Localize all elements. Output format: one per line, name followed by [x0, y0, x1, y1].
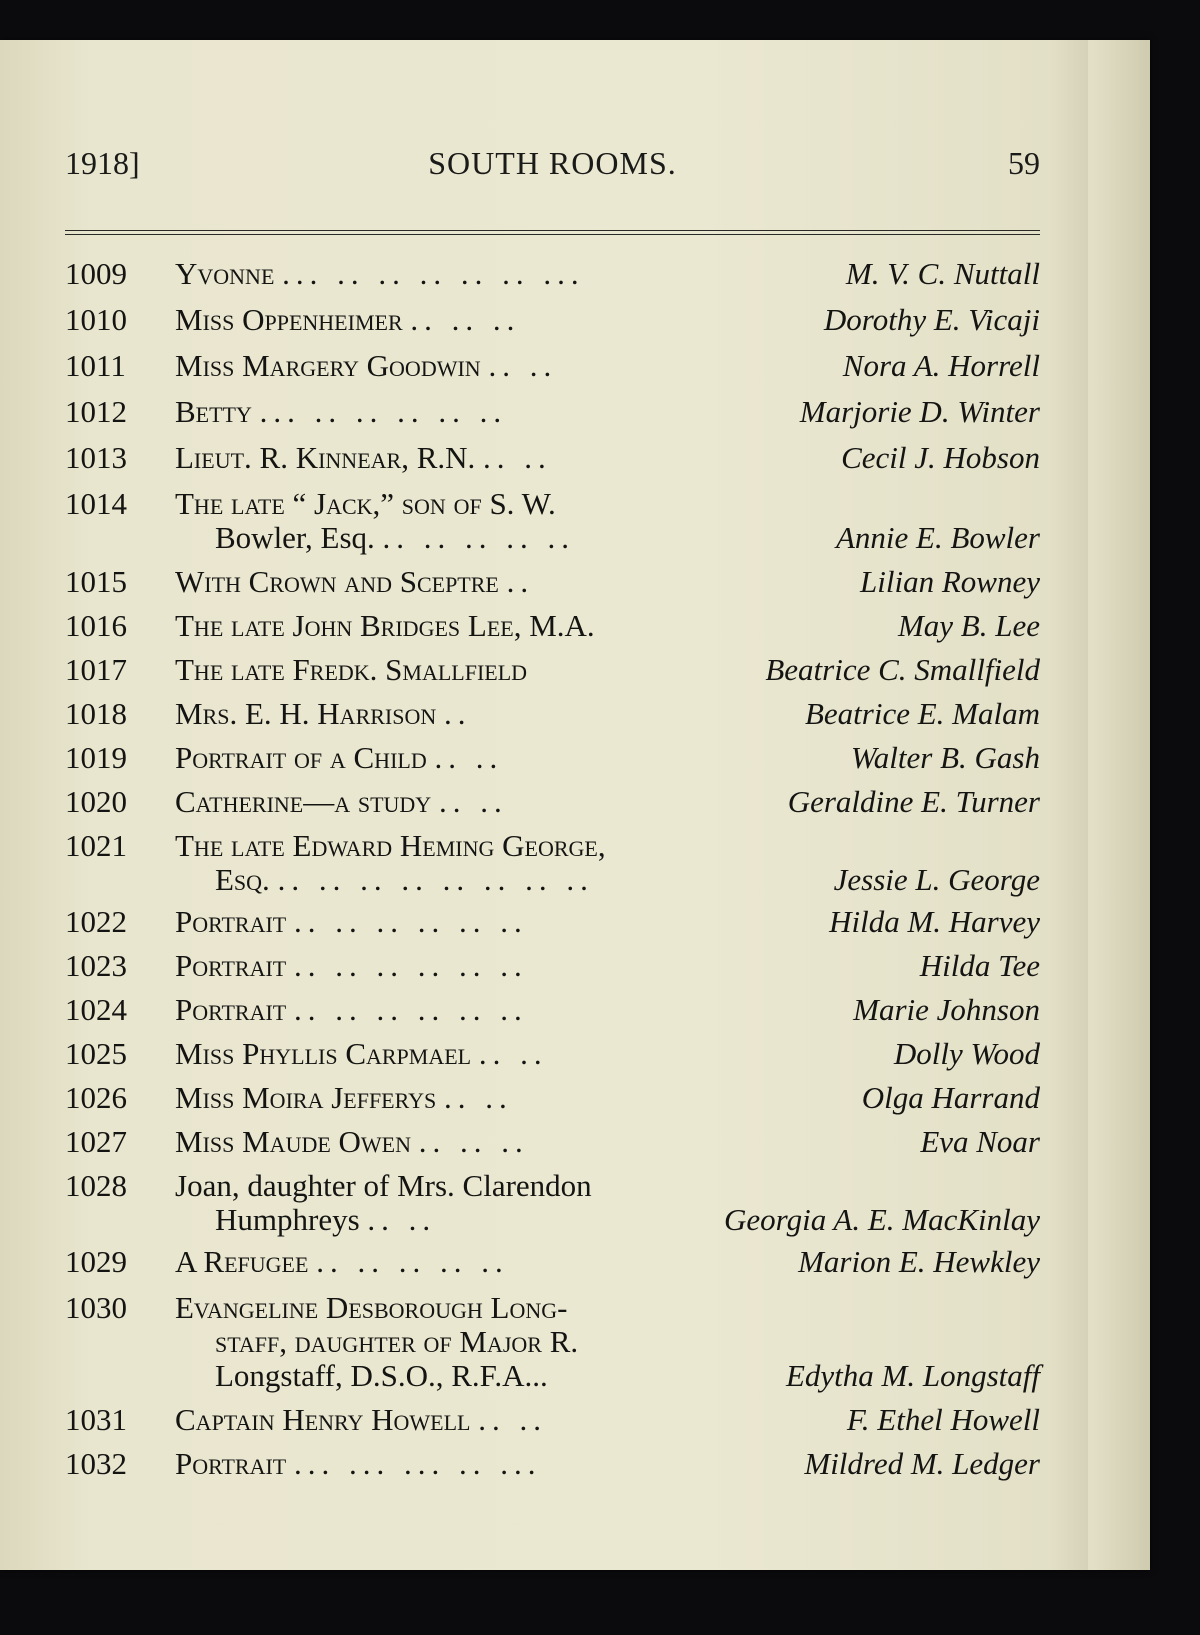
entry-title: Portrait .. .. .. .. .. ..: [175, 992, 528, 1027]
entry-artist: Cecil J. Hobson: [841, 440, 1040, 475]
entry-title: A Refugee .. .. .. .. ..: [175, 1244, 509, 1279]
entry-title-line2: staff, daughter of Major R.: [215, 1324, 579, 1359]
entry-title: The late Edward Heming George,: [175, 828, 606, 863]
entry-artist: Lilian Rowney: [860, 564, 1040, 599]
entry-number: 1009: [65, 256, 127, 291]
entry-title: Miss Moira Jefferys .. ..: [175, 1080, 513, 1115]
entry-title: With Crown and Sceptre ..: [175, 564, 535, 599]
entry-number: 1011: [65, 348, 126, 383]
entry-artist: Dolly Wood: [893, 1036, 1040, 1071]
entry-number: 1025: [65, 1036, 127, 1071]
leader-dots: .. ..: [488, 348, 558, 383]
entry-title: Miss Maude Owen .. .. ..: [175, 1124, 529, 1159]
leader-dots: ..: [444, 696, 472, 731]
entry-title: The late John Bridges Lee, M.A.: [175, 608, 595, 643]
entry-number: 1019: [65, 740, 127, 775]
leader-dots: ... .. .. .. .. ..: [259, 394, 508, 429]
entry-artist: Edytha M. Longstaff: [785, 1358, 1040, 1393]
entry-number: 1032: [65, 1446, 127, 1481]
entry-title: Miss Oppenheimer .. .. ..: [175, 302, 521, 337]
entry-number: 1027: [65, 1124, 127, 1159]
leader-dots: .. ..: [478, 1402, 547, 1437]
entry-number: 1030: [65, 1290, 127, 1325]
leader-dots: .. ..: [483, 440, 552, 475]
entry-title: Portrait .. .. .. .. .. ..: [175, 904, 528, 939]
entry-number: 1031: [65, 1402, 127, 1437]
entry-number: 1012: [65, 394, 127, 429]
entry-artist: Jessie L. George: [833, 862, 1040, 897]
entry-artist: Georgia A. E. MacKinlay: [724, 1202, 1040, 1237]
entry-artist: Marion E. Hewkley: [798, 1244, 1040, 1279]
entry-number: 1023: [65, 948, 127, 983]
page-number: 59: [1008, 145, 1040, 181]
entry-number: 1021: [65, 828, 127, 863]
entry-title: Miss Margery Goodwin .. ..: [175, 348, 558, 383]
leader-dots: .. .. .. .. ..: [382, 520, 576, 555]
leader-dots: .. .. .. .. ..: [316, 1244, 509, 1279]
leader-dots: .. ..: [367, 1202, 437, 1237]
entry-title: Joan, daughter of Mrs. Clarendon: [175, 1168, 592, 1203]
entry-artist: Nora A. Horrell: [842, 348, 1040, 383]
entry-number: 1017: [65, 652, 127, 687]
leader-dots: .. .. ..: [410, 302, 521, 337]
entry-title: Lieut. R. Kinnear, R.N. .. ..: [175, 440, 552, 475]
entry-number: 1028: [65, 1168, 127, 1203]
entry-title: Miss Phyllis Carpmael .. ..: [175, 1036, 548, 1071]
entry-artist: Beatrice E. Malam: [804, 696, 1040, 731]
entry-artist: Eva Noar: [920, 1124, 1040, 1159]
entry-title-line3: Longstaff, D.S.O., R.F.A...: [215, 1358, 548, 1393]
entry-title: Portrait of a Child .. ..: [175, 740, 504, 775]
entry-artist: Geraldine E. Turner: [787, 784, 1040, 819]
entry-artist: Beatrice C. Smallfield: [765, 652, 1040, 687]
entry-number: 1015: [65, 564, 127, 599]
entry-artist: Olga Harrand: [861, 1080, 1040, 1115]
entry-title: Mrs. E. H. Harrison ..: [175, 696, 472, 731]
entry-title: Betty ... .. .. .. .. ..: [175, 394, 508, 429]
leader-dots: .. .. .. .. .. .. .. ..: [277, 862, 594, 897]
entry-number: 1014: [65, 486, 127, 521]
leader-dots: .. .. .. .. .. ..: [294, 904, 528, 939]
entry-title: Captain Henry Howell .. ..: [175, 1402, 547, 1437]
entry-number: 1029: [65, 1244, 127, 1279]
leader-dots: ... ... ... .. ...: [294, 1446, 542, 1481]
leader-dots: .. .. .. .. .. ..: [294, 992, 528, 1027]
page-shading: [1048, 40, 1088, 1570]
entry-artist: Hilda Tee: [919, 948, 1040, 983]
entry-artist: Annie E. Bowler: [835, 520, 1040, 555]
entry-number: 1022: [65, 904, 127, 939]
entry-artist: Dorothy E. Vicaji: [823, 302, 1040, 337]
entry-number: 1010: [65, 302, 127, 337]
entry-title: Portrait ... ... ... .. ...: [175, 1446, 542, 1481]
entry-title: Catherine—a study .. ..: [175, 784, 508, 819]
entry-title: The late “ Jack,” son of S. W.: [175, 486, 556, 521]
entry-title: Portrait .. .. .. .. .. ..: [175, 948, 528, 983]
leader-dots: .. .. ..: [418, 1124, 529, 1159]
entry-artist: May B. Lee: [897, 608, 1040, 643]
entry-title-line2: Humphreys .. ..: [215, 1202, 437, 1237]
entry-title: The late Fredk. Smallfield: [175, 652, 528, 687]
leader-dots: .. ..: [478, 1036, 548, 1071]
year-label: 1918]: [65, 145, 140, 181]
entry-artist: F. Ethel Howell: [846, 1402, 1040, 1437]
entry-number: 1024: [65, 992, 127, 1027]
leader-dots: ..: [506, 564, 535, 599]
entry-artist: Mildred M. Ledger: [804, 1446, 1040, 1481]
header-rule: [65, 230, 1040, 235]
entry-title: Evangeline Desborough Long-: [175, 1290, 568, 1325]
running-head: [65, 145, 1040, 190]
entry-number: 1013: [65, 440, 127, 475]
entry-number: 1018: [65, 696, 127, 731]
entry-artist: Marie Johnson: [853, 992, 1040, 1027]
section-title: SOUTH ROOMS.: [428, 145, 677, 181]
leader-dots: .. ..: [434, 740, 504, 775]
entry-artist: Walter B. Gash: [850, 740, 1040, 775]
leader-dots: ... .. .. .. .. .. ...: [282, 256, 585, 291]
leader-dots: .. .. .. .. .. ..: [294, 948, 528, 983]
entry-title-line2: Esq. .. .. .. .. .. .. .. ..: [215, 862, 594, 897]
entry-artist: Hilda M. Harvey: [829, 904, 1040, 939]
entry-artist: Marjorie D. Winter: [799, 394, 1040, 429]
catalogue-page: [0, 40, 1150, 1570]
entry-number: 1020: [65, 784, 127, 819]
entry-title-line2: Bowler, Esq. .. .. .. .. ..: [215, 520, 576, 555]
entry-artist: M. V. C. Nuttall: [845, 256, 1040, 291]
leader-dots: .. ..: [438, 784, 508, 819]
entry-number: 1026: [65, 1080, 127, 1115]
entry-title: Yvonne ... .. .. .. .. .. ...: [175, 256, 585, 291]
leader-dots: .. ..: [443, 1080, 513, 1115]
entry-number: 1016: [65, 608, 127, 643]
